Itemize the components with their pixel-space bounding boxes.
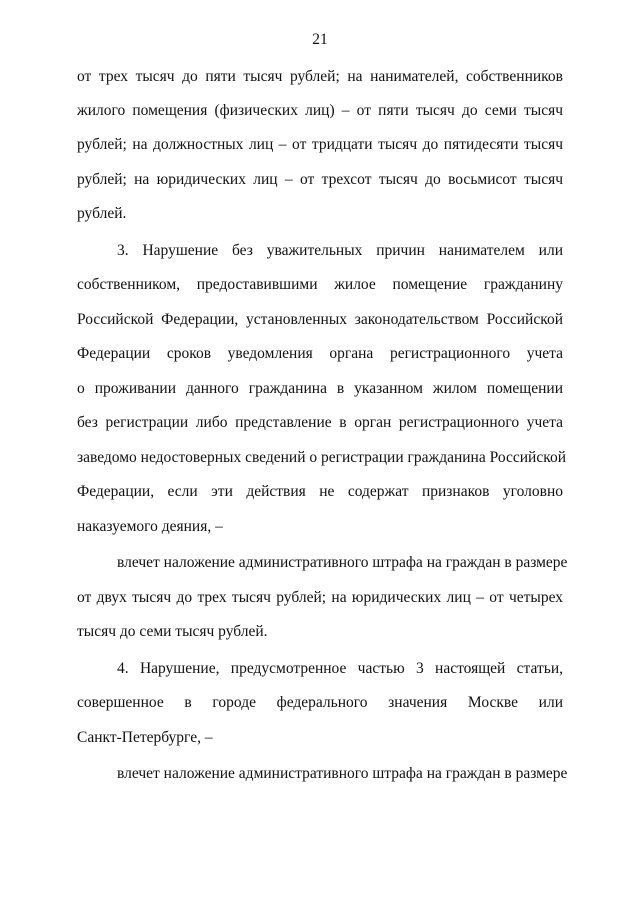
text-line: тысяч до семи тысяч рублей. — [77, 623, 268, 640]
text-line: от трех тысяч до пяти тысяч рублей; на нанимателей, собственников — [77, 68, 563, 85]
text-line: Санкт-Петербурге, – — [77, 729, 213, 746]
text-line: рублей; на должностных лиц – от тридцати тысяч до пятидесяти тысяч — [77, 136, 563, 153]
page-number: 21 — [312, 31, 328, 48]
text-line: Российской Федерации, установленных законодательством Российской — [77, 311, 563, 328]
text-line: рублей; на юридических лиц – от трехсот тысяч до восьмисот тысяч — [77, 171, 563, 188]
penalty-line: влечет наложение административного штрафа на граждан в размере — [117, 554, 568, 571]
paragraph-4-start: 4. Нарушение, предусмотренное частью 3 настоящей статьи, — [117, 660, 563, 677]
text-line: заведомо недостоверных сведений о регистрации гражданина Российской — [77, 449, 566, 466]
text-line: Федерации сроков уведомления органа регистрационного учета — [77, 345, 563, 362]
text-line: рублей. — [77, 205, 127, 222]
text-line: Федерации, если эти действия не содержат признаков уголовно — [77, 483, 563, 500]
text-line: от двух тысяч до трех тысяч рублей; на юридических лиц – от четырех — [77, 589, 563, 606]
penalty-line: влечет наложение административного штрафа на граждан в размере — [117, 765, 568, 782]
text-line: совершенное в городе федерального значения Москве или — [77, 694, 563, 711]
text-line: о проживании данного гражданина в указанном жилом помещении — [77, 380, 563, 397]
text-line: наказуемого деяния, – — [77, 518, 223, 535]
text-line: собственником, предоставившими жилое помещение гражданину — [77, 276, 563, 293]
text-line: без регистрации либо представление в орган регистрационного учета — [77, 414, 563, 431]
paragraph-3-start: 3. Нарушение без уважительных причин нанимателем или — [117, 242, 563, 259]
text-line: жилого помещения (физических лиц) – от пяти тысяч до семи тысяч — [77, 102, 563, 119]
